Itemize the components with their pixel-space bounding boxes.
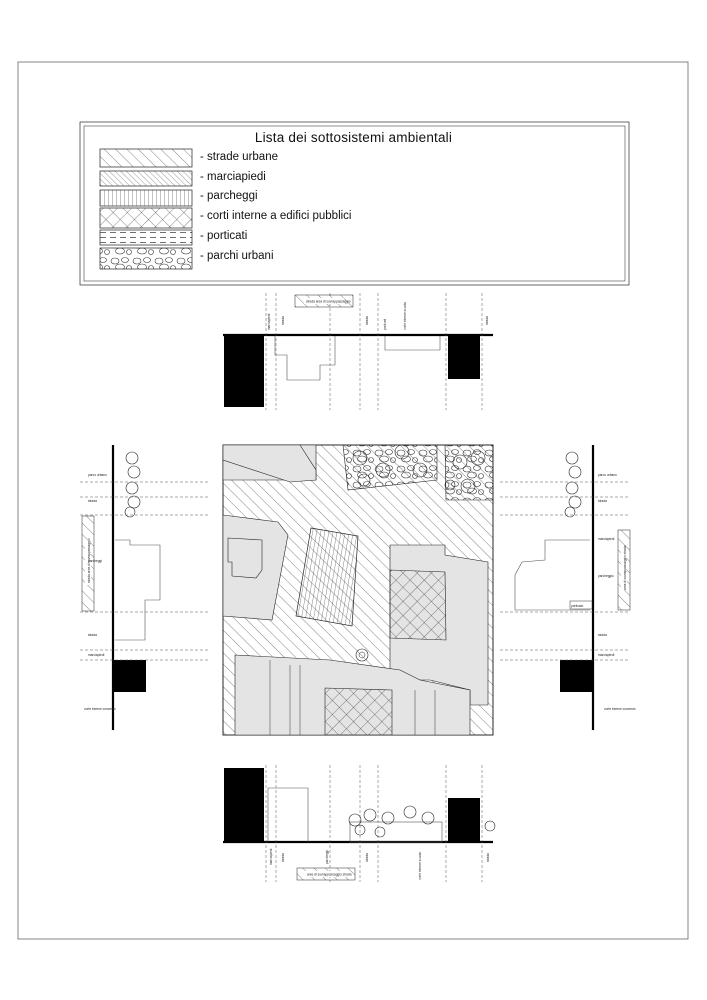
legend-item-parcheggi: - parcheggi: [200, 190, 258, 202]
swatch-strade-urbane: [100, 149, 192, 167]
top-sovr-label: strada area di sovrappassaggio: [306, 299, 351, 304]
top-label-0: marciapiedi: [267, 313, 271, 330]
right-label-7: corte interne convento: [604, 707, 636, 711]
section-bottom: [223, 765, 495, 882]
right-label-0: parco urbano: [598, 473, 617, 477]
legend-title: Lista dei sottosistemi ambientali: [254, 130, 453, 145]
section-right: [500, 445, 630, 730]
site-plan: [223, 445, 493, 735]
legend-item-corti-interne: - corti interne a edifici pubblici: [200, 210, 352, 222]
left-label-0: parco urbano: [88, 473, 107, 477]
right-label-2: marciapiedi: [598, 537, 615, 541]
top-label-4: porticati: [383, 318, 387, 330]
bottom-label-2: parcheggi: [325, 850, 329, 864]
top-label-1: strada: [281, 316, 285, 325]
right-label-6: marciapiedi: [598, 653, 615, 657]
left-sovr-label: strada area di sovrappassaggio: [87, 538, 91, 583]
section-left: [80, 445, 210, 730]
bottom-label-3: strada: [365, 853, 369, 862]
top-label-5: corte interne scuola: [403, 302, 407, 330]
legend-box: [80, 122, 629, 285]
bottom-label-4: corte interne scuola: [418, 852, 422, 880]
bottom-label-1: strada: [281, 853, 285, 862]
swatch-parcheggi: [100, 190, 192, 206]
left-label-2: parcheggi: [88, 559, 102, 563]
left-label-1: strada: [88, 499, 97, 503]
right-sovr-label: area di sovrappassaggio strada: [623, 545, 627, 590]
swatch-parchi-urbani: [100, 248, 192, 269]
swatch-porticati: [100, 230, 192, 245]
bottom-label-5: strada: [486, 853, 490, 862]
legend-item-parchi-urbani: - parchi urbani: [200, 250, 274, 262]
legend-item-porticati: - porticati: [200, 230, 248, 242]
left-label-3: strada: [88, 633, 97, 637]
section-top: [223, 293, 493, 410]
legend-item-strade-urbane: - strade urbane: [200, 151, 278, 163]
right-label-5: strada: [598, 633, 607, 637]
left-label-4: marciapiedi: [88, 653, 105, 657]
right-label-3: parcheggio: [598, 574, 614, 578]
left-label-5: corte interne convento: [84, 707, 116, 711]
right-label-4: porticato: [571, 604, 584, 608]
right-label-1: strada: [598, 499, 607, 503]
swatch-corti-interne: [100, 208, 192, 228]
bottom-sovr-label: aree di sovrappassaggio strada: [307, 872, 352, 877]
swatch-marciapiedi: [100, 171, 192, 186]
bottom-label-0: marciapiedi: [269, 848, 273, 865]
top-label-6: strada: [485, 316, 489, 325]
legend-item-marciapiedi: - marciapiedi: [200, 171, 266, 183]
top-label-3: strada: [365, 316, 369, 325]
